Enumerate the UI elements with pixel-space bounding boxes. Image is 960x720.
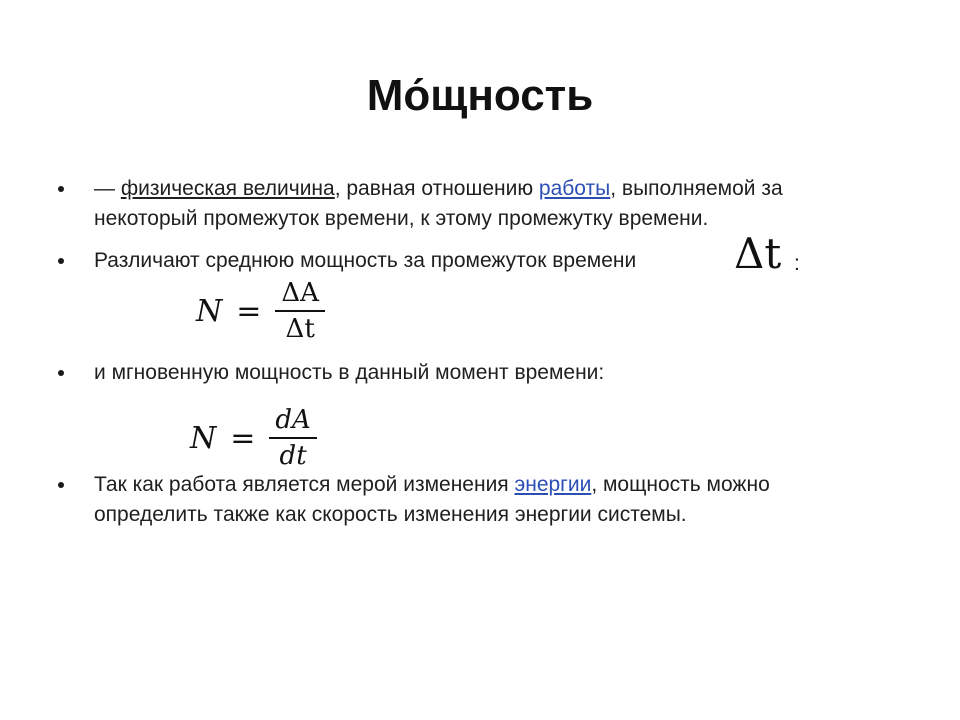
definition-paragraph bbox=[94, 174, 914, 234]
instant-power-formula bbox=[190, 403, 317, 473]
bullet-dot bbox=[58, 186, 64, 192]
bullet-dot bbox=[58, 258, 64, 264]
energy-paragraph bbox=[94, 470, 914, 530]
dash-prefix: — bbox=[94, 177, 121, 200]
delta-t-symbol: Δt bbox=[734, 229, 782, 278]
formula-numerator: ΔA bbox=[281, 278, 319, 308]
definition-line2: некоторый промежуток времени, к этому промежутку времени. bbox=[94, 207, 709, 230]
physical-quantity-term[interactable]: физическая величина bbox=[120, 177, 335, 200]
formula-fraction bbox=[269, 403, 316, 473]
formula-numerator: dA bbox=[275, 405, 311, 435]
energy-line1-end: , мощность можно bbox=[591, 473, 770, 496]
energy-line2: определить также как скорость изменения энергии системы. bbox=[94, 503, 687, 526]
formula-equals: = bbox=[230, 420, 256, 456]
formula-lhs: N bbox=[190, 420, 217, 456]
slide-title: Мо́щность bbox=[366, 71, 594, 120]
definition-line1-end: , выполняемой за bbox=[610, 177, 783, 200]
formula-denominator: Δt bbox=[285, 314, 315, 344]
instant-power-text: и мгновенную мощность в данный момент времени: bbox=[94, 361, 605, 384]
formula-fraction bbox=[275, 276, 325, 346]
formula-denominator: dt bbox=[279, 441, 307, 471]
bullet-dot bbox=[58, 370, 64, 376]
colon: : bbox=[794, 252, 800, 275]
definition-mid-text: , равная отношению bbox=[334, 177, 539, 200]
bullet-dot bbox=[58, 482, 64, 488]
formula-lhs: N bbox=[196, 293, 223, 329]
formula-equals: = bbox=[236, 293, 262, 329]
work-link[interactable]: работы bbox=[538, 177, 611, 200]
average-power-text: Различают среднюю мощность за промежуток времени bbox=[94, 249, 637, 272]
energy-prefix: Так как работа является мерой изменения bbox=[94, 473, 515, 496]
average-power-formula bbox=[196, 276, 325, 346]
energy-link[interactable]: энергии bbox=[514, 473, 592, 496]
